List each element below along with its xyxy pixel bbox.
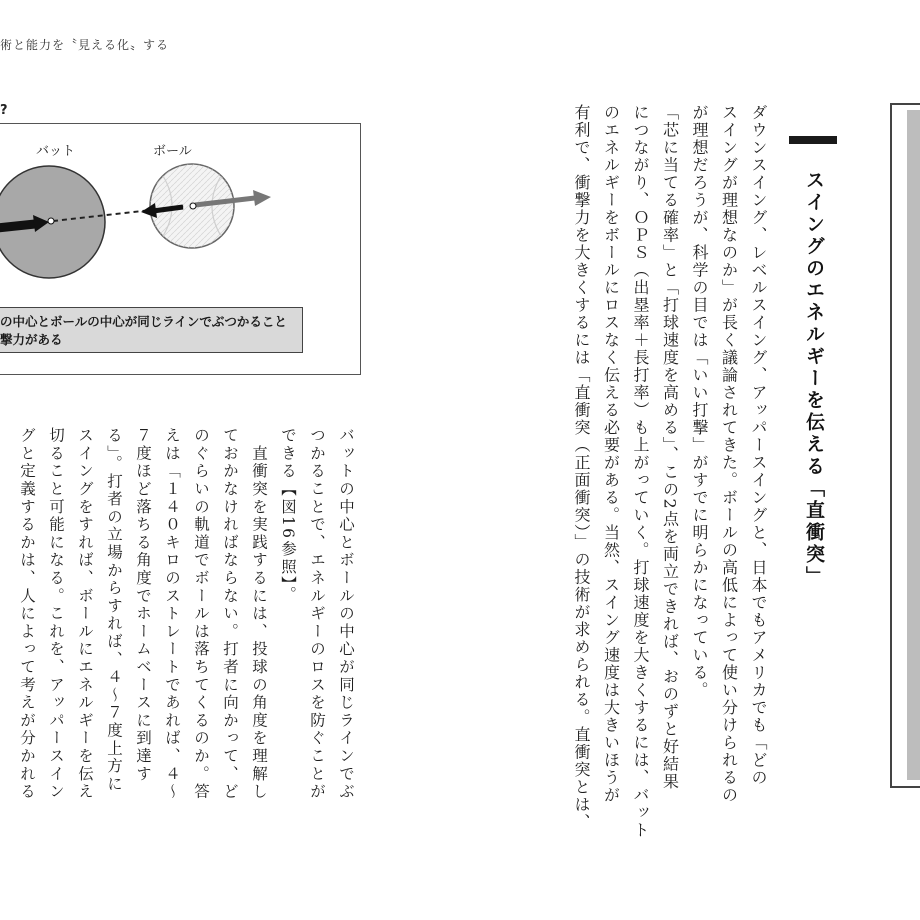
left-col-4: 直衝突を実践するには、投球の角度を理解し: [250, 427, 268, 801]
right-col-6: のエネルギーをボールにロスなく伝える必要がある。当然、スイング速度は大きいほうが: [601, 104, 621, 804]
caption-line-1: の中心とボールの中心が同じラインでぶつかること: [0, 314, 287, 329]
left-col-6: のぐらいの軌道でボールは落ちてくるのか。答: [192, 427, 210, 801]
left-col-12: グと定義するかは、人によって考えが分かれる: [18, 427, 36, 801]
running-head: 術と能力を〝見える化〟する: [0, 38, 170, 52]
heading-rule: [789, 136, 837, 144]
left-col-10: スイングをすれば、ボールにエネルギーを伝え: [76, 427, 94, 801]
bat-arrow-shaft: [0, 224, 35, 228]
ball-out-arrow-head: [253, 190, 271, 206]
right-page-text: [558, 104, 773, 839]
left-col-2: つかることで、エネルギーのロスを防ぐことが: [308, 427, 326, 801]
figure-caption: [0, 307, 303, 353]
caption-line-2: 撃力がある: [0, 332, 63, 347]
right-col-4: 「芯に当てる確率」と「打球速度を高める」、この2点を両立できれば、おのずと好結果: [660, 104, 680, 791]
right-col-3: が理想だろうが、科学の目では「いい打撃」がすでに明らかになっている。: [690, 104, 709, 699]
left-col-8: ７度ほど落ちる角度でホームベースに到達す: [134, 427, 152, 783]
bat-label: バット: [36, 144, 76, 159]
left-col-3: できる【図16参照】。: [279, 427, 297, 604]
chapter-tab: [907, 110, 920, 780]
left-page-text: [10, 427, 360, 801]
left-col-5: ておかなければならない。打者に向かって、ど: [221, 427, 239, 801]
left-col-1: バットの中心とボールの中心が同じラインでぶ: [337, 427, 355, 801]
figure-number: ?: [0, 103, 8, 118]
right-col-1: ダウンスイング、レベルスイング、アッパースイングと、日本でもアメリカでも「どの: [749, 104, 768, 787]
left-col-7: えは「１４０キロのストレートであれば、４〜: [163, 427, 181, 801]
right-col-5: につながり、ＯＰＳ（出塁率＋長打率）も上がっていく。打球速度を大きくするには、バット: [631, 104, 650, 839]
figure-box: [0, 123, 361, 375]
section-heading: スイングのエネルギーを伝える「直衝突」: [803, 170, 825, 588]
right-col-2: スイングが理想なのか」が長く議論されてきた。ボールの高低によって使い分けられるの: [719, 104, 739, 804]
left-col-9: る」。打者の立場からすれば、４〜７度上方に: [105, 427, 123, 794]
ball-arrow-head: [141, 203, 157, 218]
left-col-11: 切ること可能になる。これを、アッパースイン: [47, 427, 65, 801]
ball-label: ボール: [153, 144, 192, 159]
right-col-7: 有利で、衝撃力を大きくするには「直衝突（正面衝突）」の技術が求められる。直衝突とは、: [572, 104, 591, 831]
